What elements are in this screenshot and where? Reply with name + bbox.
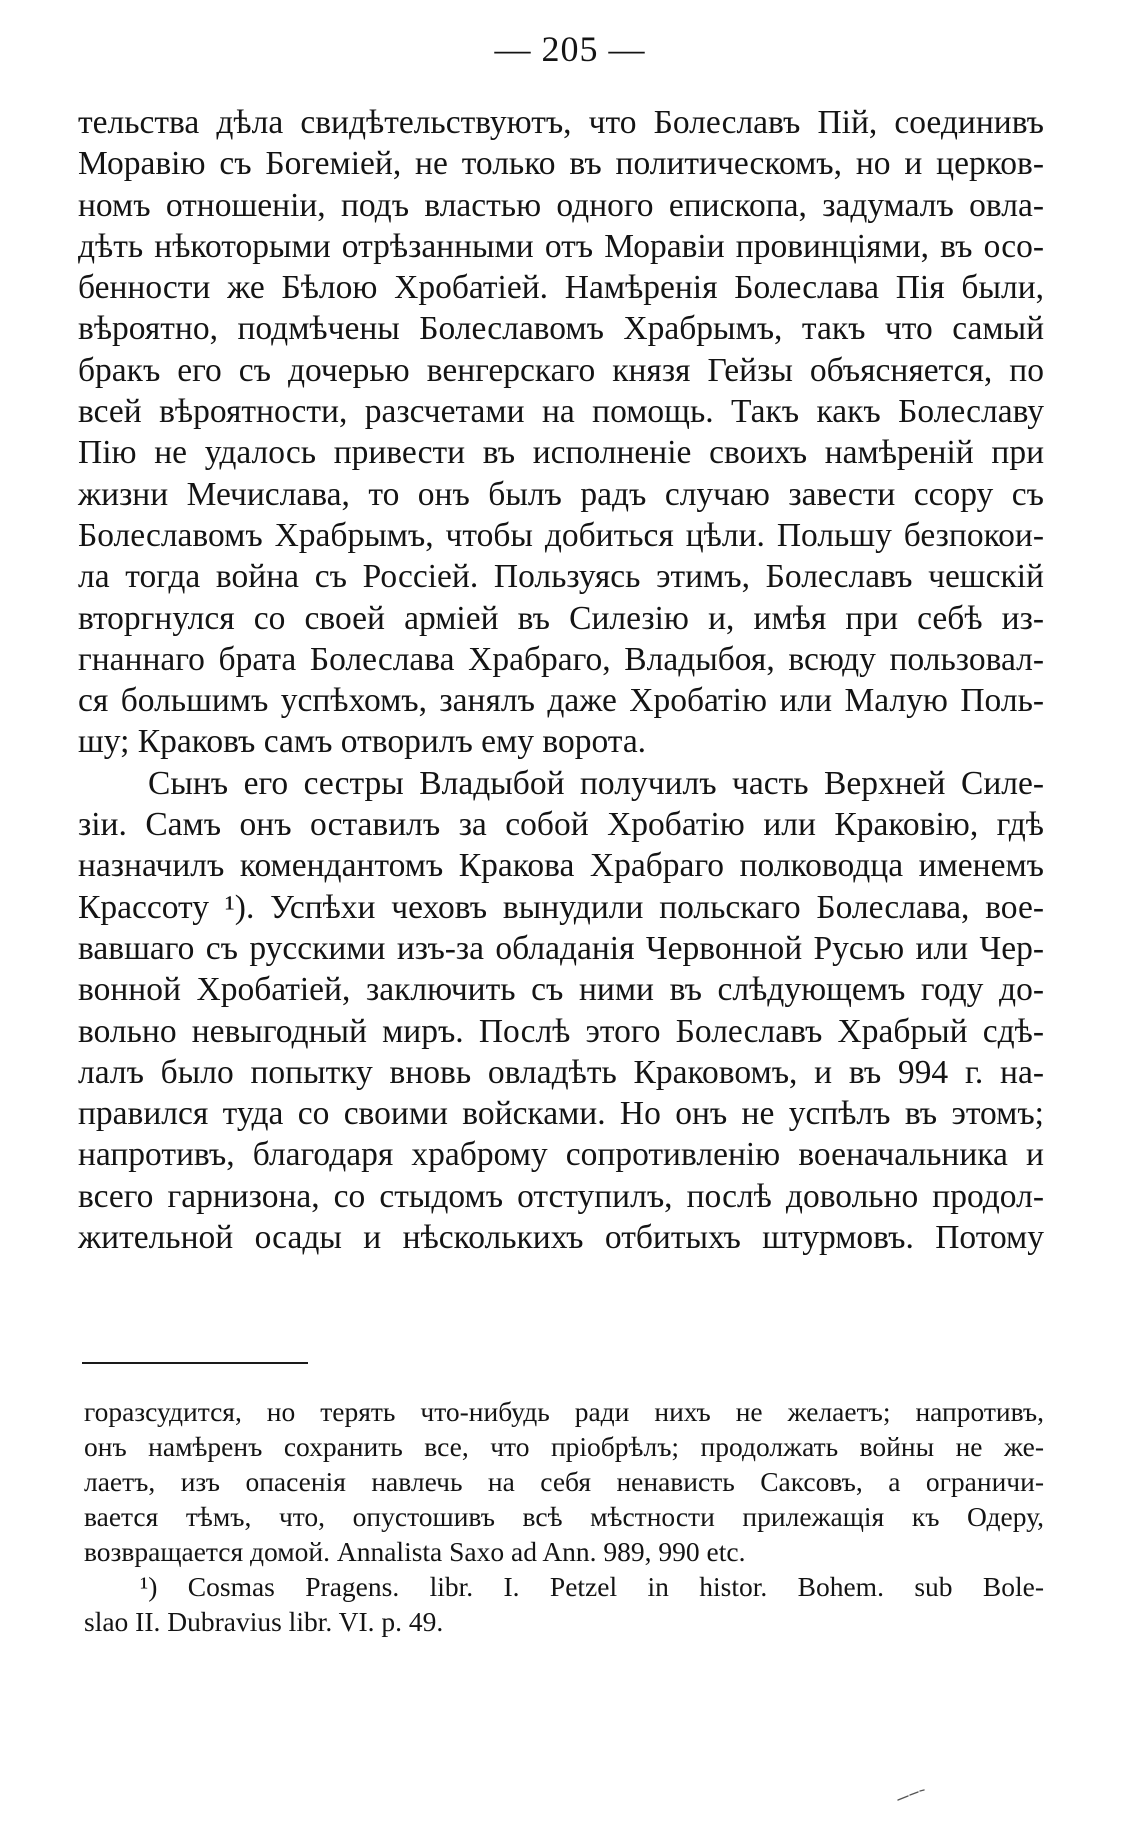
text-line: ся большимъ успѣхомъ, занялъ даже Хробатію или Малую Поль- — [78, 682, 1044, 720]
note-line: онъ намѣренъ сохранить все, что пріобрѣлъ; продолжать войны не же- — [84, 1431, 1044, 1462]
text-line: вавшаго съ русскими изъ-за обладанія Червонной Русью или Чер- — [78, 929, 1044, 967]
text-line: бенности же Бѣлою Хробатіей. Намѣренія Болеслава Пія были, — [78, 269, 1044, 307]
text-line: жительной осады и нѣсколькихъ отбитыхъ штурмовъ. Потому — [78, 1219, 1044, 1257]
footnote-divider — [82, 1362, 308, 1364]
text-line: Крассоту ¹). Успѣхи чеховъ вынудили польскаго Болеслава, вое- — [78, 888, 1044, 926]
text-line: назначилъ комендантомъ Кракова Храбраго полководца именемъ — [78, 847, 1044, 885]
text-line: ла тогда война съ Россіей. Пользуясь этимъ, Болеславъ чешскій — [78, 558, 1044, 596]
text-line: вонной Хробатіей, заключить съ ними въ слѣдующемъ году до- — [78, 971, 1044, 1009]
footnote-1 — [84, 1569, 1044, 1639]
ink-mark-icon — [896, 1788, 926, 1802]
text-line: жизни Мечислава, то онъ былъ радъ случаю завести ссору съ — [78, 475, 1044, 513]
text-line: тельства дѣла свидѣтельствуютъ, что Болеславъ Пій, соединивъ — [78, 104, 1044, 141]
text-line: Сынъ его сестры Владыбой получилъ часть Верхней Силе- — [148, 764, 1044, 802]
text-line: гнаннаго брата Болеслава Храбраго, Владыбоя, всюду пользовал- — [78, 640, 1044, 678]
footnotes-section — [84, 1394, 1044, 1639]
page-number-header: — 205 — — [494, 29, 646, 69]
text-line: номъ отношеніи, подъ властью одного епископа, задумалъ овла- — [78, 186, 1044, 224]
footnote-marker: ¹) — [140, 1571, 158, 1602]
text-line: вольно невыгодный миръ. Послѣ этого Болеславъ Храбрый сдѣ- — [78, 1012, 1044, 1050]
footnote-line — [84, 1569, 1044, 1604]
text-line: напротивъ, благодаря храброму сопротивленію военачальника и — [78, 1136, 1044, 1174]
text-line: бракъ его съ дочерью венгерскаго князя Гейзы объясняется, по — [78, 351, 1044, 389]
text-line: вторгнулся со своей арміей въ Силезію и, имѣя при себѣ из- — [78, 599, 1044, 637]
note-line: горазсудится, но терять что-нибудь ради нихъ не желаетъ; напротивъ, — [84, 1396, 1044, 1427]
text-line: шу; Краковъ самъ отворилъ ему ворота. — [78, 723, 647, 761]
text-line: Моравію съ Богеміей, не только въ политическомъ, но и церков- — [78, 145, 1044, 183]
note-line: лаетъ, изъ опасенія навлечь на себя ненависть Саксовъ, а ограничи- — [84, 1466, 1044, 1497]
text-line: вѣроятно, подмѣчены Болеславомъ Храбрымъ, такъ что самый — [78, 310, 1044, 348]
text-line: всего гарнизона, со стыдомъ отступилъ, послѣ довольно продол- — [78, 1177, 1044, 1215]
text-line: лалъ было попытку вновь овладѣть Краковомъ, и въ 994 г. на- — [78, 1053, 1044, 1091]
text-line: Болеславомъ Храбрымъ, чтобы добиться цѣли. Польшу безпокои- — [78, 516, 1044, 554]
text-line: зіи. Самъ онъ оставилъ за собой Хробатію или Краковію, гдѣ — [78, 806, 1044, 844]
note-line: вается тѣмъ, что, опустошивъ всѣ мѣстности прилежащія къ Одеру, — [84, 1501, 1044, 1532]
text-line: Пію не удалось привести въ исполненіе своихъ намѣреній при — [78, 434, 1044, 472]
text-line: правился туда со своими войсками. Но онъ не успѣлъ въ этомъ; — [78, 1095, 1044, 1133]
continued-note — [84, 1394, 1044, 1569]
footnote-text: Cosmas Pragens. libr. I. Petzel in histor. Bohem. sub Bole- — [187, 1571, 1045, 1602]
note-line: возвращается домой. Annalista Saxo ad Ann. 989, 990 etc. — [84, 1536, 746, 1567]
footnote-line: slao II. Dubravius libr. VI. p. 49. — [84, 1606, 444, 1637]
main-text-body — [78, 102, 1044, 1258]
text-line: дѣть нѣкоторыми отрѣзанными отъ Моравіи провинціями, въ осо- — [78, 227, 1044, 265]
text-line: всей вѣроятности, разсчетами на помощь. Такъ какъ Болеславу — [78, 393, 1044, 431]
